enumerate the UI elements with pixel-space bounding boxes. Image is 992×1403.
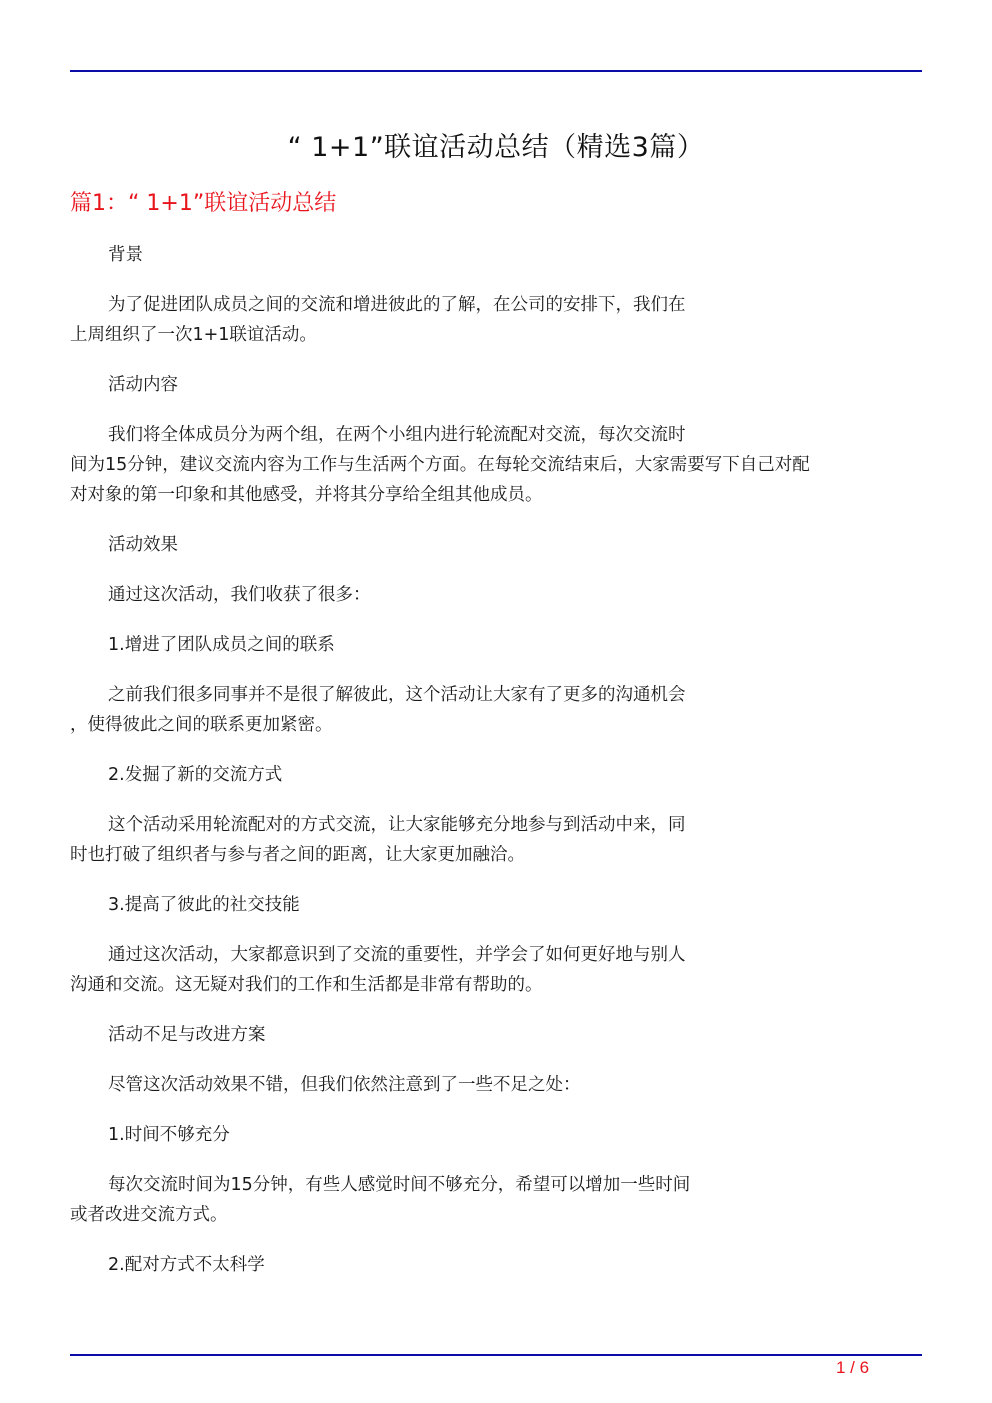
- paragraph-shortcoming-2-title: 2.配对方式不太科学: [108, 1255, 265, 1275]
- document-title: “ 1+1”联谊活动总结（精选3篇）: [287, 132, 705, 163]
- paragraph-effect-2: 这个活动采用轮流配对的方式交流，让大家能够充分地参与到活动中来，同 时也打破了组织者与参与者之间的距离，让大家更加融洽。: [70, 815, 686, 865]
- footer-rule: [70, 1354, 922, 1356]
- paragraph-effect-3: 通过这次活动，大家都意识到了交流的重要性，并学会了如何更好地与别人 沟通和交流。这无疑对我们的工作和生活都是非常有帮助的。: [70, 945, 686, 995]
- paragraph-effect-intro: 通过这次活动，我们收获了很多：: [108, 585, 371, 605]
- paragraph-background: 为了促进团队成员之间的交流和增进彼此的了解，在公司的安排下，我们在 上周组织了一次1+1联谊活动。: [70, 295, 686, 345]
- paragraph-shortcoming-1-title: 1.时间不够充分: [108, 1125, 230, 1145]
- paragraph-content-heading: 活动内容: [108, 375, 178, 395]
- paragraph-shortcomings-heading: 活动不足与改进方案: [108, 1025, 266, 1045]
- page-number: 1 / 6: [836, 1358, 870, 1377]
- paragraph-effect-heading: 活动效果: [108, 535, 178, 555]
- paragraph-effect-1-title: 1.增进了团队成员之间的联系: [108, 635, 335, 655]
- paragraph-effect-3-title: 3.提高了彼此的社交技能: [108, 895, 300, 915]
- paragraph-content: 我们将全体成员分为两个组，在两个小组内进行轮流配对交流，每次交流时 间为15分钟，建议交流内容为工作与生活两个方面。在每轮交流结束后，大家需要写下自己对配 对对象的第一印象和其他感受，并将其分享给全组其他成员。: [70, 425, 810, 505]
- document-body: [70, 240, 922, 1300]
- section-heading: 篇1：“ 1+1”联谊活动总结: [70, 191, 337, 216]
- paragraph-background-heading: 背景: [108, 245, 143, 265]
- paragraph-shortcomings-intro: 尽管这次活动效果不错，但我们依然注意到了一些不足之处：: [108, 1075, 581, 1095]
- paragraph-shortcoming-1: 每次交流时间为15分钟，有些人感觉时间不够充分，希望可以增加一些时间 或者改进交流方式。: [70, 1175, 691, 1225]
- paragraph-effect-1: 之前我们很多同事并不是很了解彼此，这个活动让大家有了更多的沟通机会 ，使得彼此之间的联系更加紧密。: [70, 685, 686, 735]
- paragraph-effect-2-title: 2.发掘了新的交流方式: [108, 765, 283, 785]
- header-rule: [70, 70, 922, 72]
